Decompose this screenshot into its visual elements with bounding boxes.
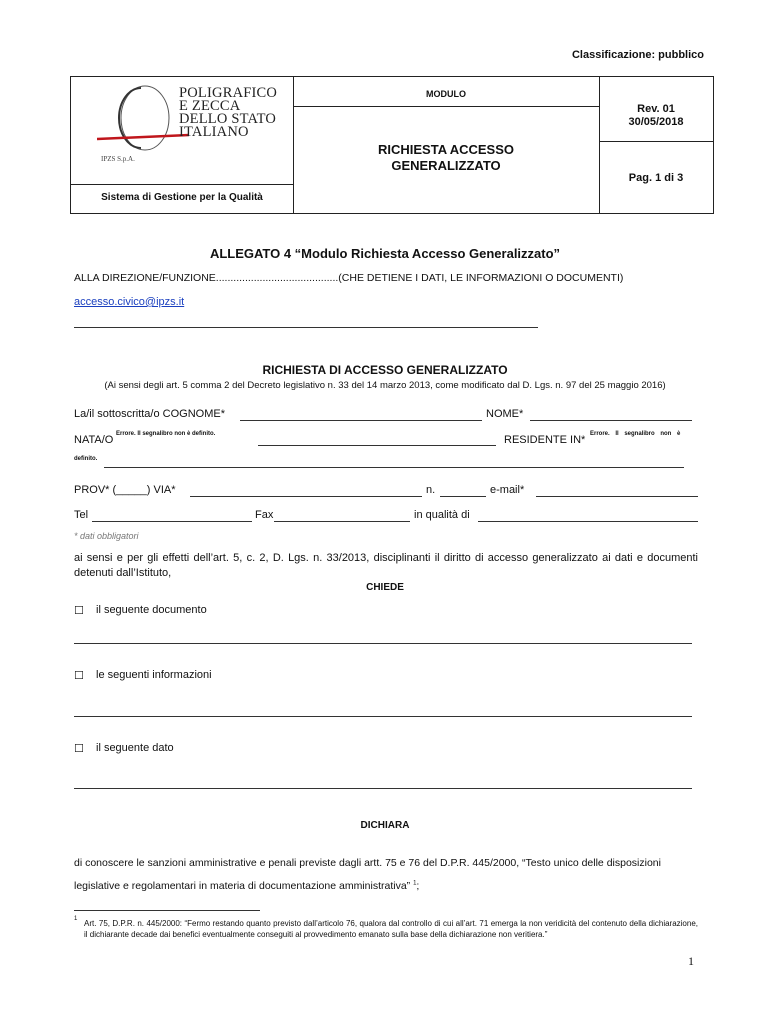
revision-info: Rev. 01 30/05/2018 <box>628 103 684 128</box>
numero-label: n. <box>426 484 436 496</box>
page-count: Pag. 1 di 3 <box>628 172 684 184</box>
nome-field[interactable] <box>530 420 692 421</box>
fax-label: Fax <box>255 509 274 521</box>
residente-field[interactable] <box>104 467 684 468</box>
qualita-label: in qualità di <box>414 509 470 521</box>
quality-system-label: Sistema di Gestione per la Qualità <box>101 192 263 203</box>
nato-label: NATA/O <box>74 434 114 446</box>
prov-via-label: PROV* (_____) VIA* <box>74 484 176 496</box>
logo-subtitle: IPZS S.p.A. <box>101 155 135 163</box>
option-informazioni-label: le seguenti informazioni <box>96 669 212 681</box>
module-label: MODULO <box>426 89 466 99</box>
numero-field[interactable] <box>440 496 486 497</box>
option-documento-checkbox[interactable]: ☐ <box>74 605 84 617</box>
email-link[interactable]: accesso.civico@ipzs.it <box>74 296 185 308</box>
nato-field[interactable] <box>258 445 496 446</box>
option-dato-label: il seguente dato <box>96 742 174 754</box>
tel-field[interactable] <box>92 521 252 522</box>
classification-label: Classificazione: pubblico <box>571 49 704 61</box>
option-documento-label: il seguente documento <box>96 604 207 616</box>
nome-label: NOME* <box>486 408 524 420</box>
documento-field[interactable] <box>74 643 692 644</box>
informazioni-field[interactable] <box>74 716 692 717</box>
footnote-marker: 1 <box>74 916 78 922</box>
cognome-field[interactable] <box>240 420 482 421</box>
required-note: * dati obbligatori <box>74 531 139 541</box>
qualita-field[interactable] <box>478 521 698 522</box>
blank-line <box>74 327 538 328</box>
allegato-title: ALLEGATO 4 “Modulo Richiesta Accesso Generalizzato” <box>209 246 561 261</box>
page-number: 1 <box>688 954 694 968</box>
header-table <box>70 76 714 214</box>
option-informazioni-checkbox[interactable]: ☐ <box>74 670 84 682</box>
dichiara-heading: DICHIARA <box>360 820 410 831</box>
logo-text: POLIGRAFICO E ZECCA DELLO STATO ITALIANO <box>179 85 278 140</box>
tel-label: Tel <box>74 509 89 521</box>
via-field[interactable] <box>190 496 422 497</box>
bookmark-error-1: Errore. Il segnalibro non è definito. <box>116 431 216 437</box>
bookmark-error-2: Errore. Il segnalibro non è <box>590 431 681 437</box>
direzione-line: ALLA DIREZIONE/FUNZIONE..........................................(CHE DETIENE I DATI, LE INFORMAZIONI O DOCUMENTI) <box>74 272 624 284</box>
module-title: RICHIESTA ACCESSO GENERALIZZATO <box>377 142 515 173</box>
fax-field[interactable] <box>274 521 410 522</box>
ai-sensi-paragraph: ai sensi e per gli effetti dell’art. 5, c. 2, D. Lgs. n. 33/2013, disciplinanti il diritto di accesso generalizzato ai dati e documenti detenuti dall’Istituto, <box>74 552 698 579</box>
footnote-separator <box>74 910 260 911</box>
section-title: RICHIESTA DI ACCESSO GENERALIZZATO <box>262 363 508 377</box>
section-subtitle: (Ai sensi degli art. 5 comma 2 del Decreto legislativo n. 33 del 14 marzo 2013, come modificato dal D. Lgs. n. 97 del 25 maggio 2016) <box>104 380 666 391</box>
email-field[interactable] <box>536 496 698 497</box>
residente-label: RESIDENTE IN* <box>504 434 586 446</box>
dichiara-text-line-2: legislative e regolamentari in materia di documentazione amministrativa” $^1$; <box>74 880 420 892</box>
footnote-text: Art. 75, D.P.R. n. 445/2000: “Fermo restando quanto previsto dall’articolo 76, qualora dal controllo di cui all’art. 71 emerga la non veridicità del contenuto della dichiarazione, il dichiarante decade dai benefici eventualmente conseguiti al provvedimento emanato sulla base della dichiarazione non veritiera.” <box>84 919 698 939</box>
email-label: e-mail* <box>490 484 525 496</box>
option-dato-checkbox[interactable]: ☐ <box>74 743 84 755</box>
chiede-heading: CHIEDE <box>366 582 404 593</box>
bookmark-error-3: definito. <box>74 456 98 462</box>
dato-field[interactable] <box>74 788 692 789</box>
dichiara-text-line-1: di conoscere le sanzioni amministrative e penali previste dagli artt. 75 e 76 del D.P.R. 445/2000, “Testo unico delle disposizioni <box>74 857 661 869</box>
cognome-label: La/il sottoscritta/o COGNOME* <box>74 408 225 420</box>
